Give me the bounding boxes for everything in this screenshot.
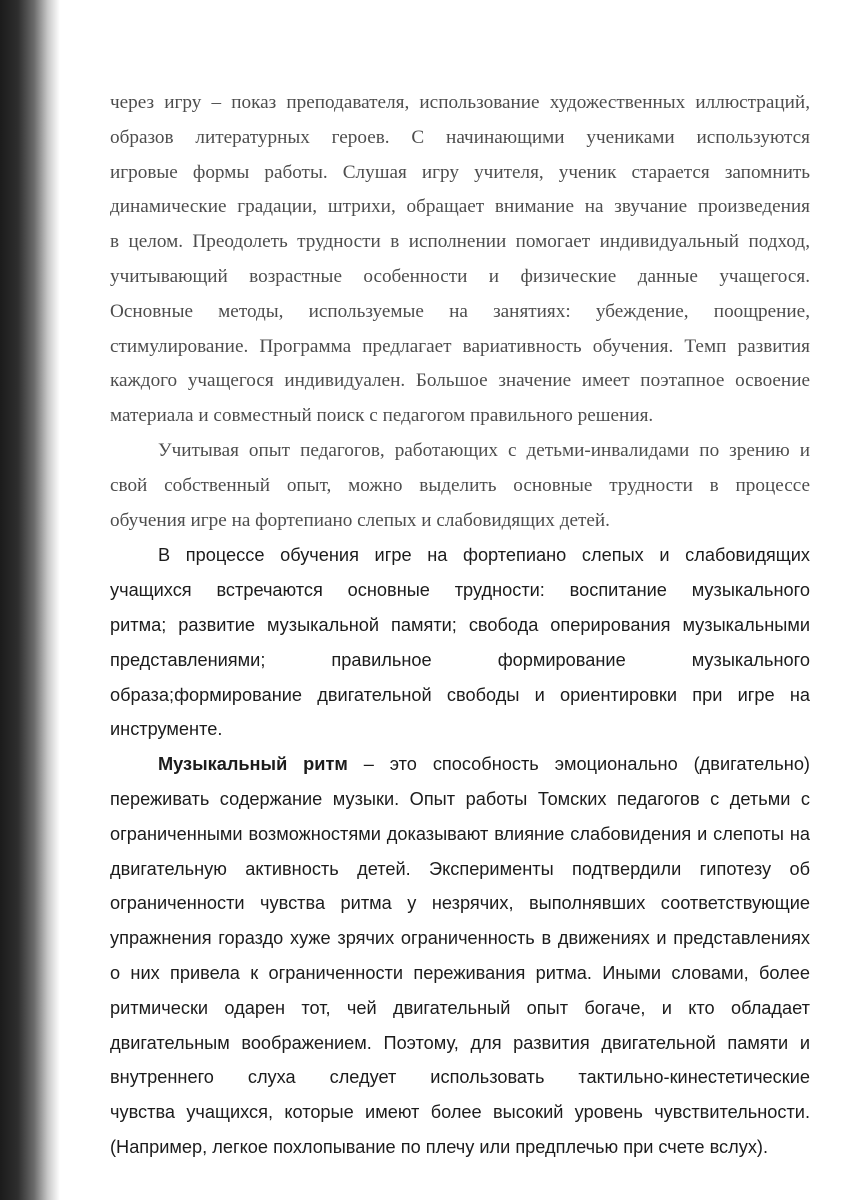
text-line: каждого учащегося индивидуален. Большое значение имеет поэтапное освоение — [110, 370, 810, 392]
text-line: (Например, легкое похлопывание по плечу или предплечью при счете вслух). — [110, 1136, 769, 1157]
text-line: обучения игре на фортепиано слепых и слабовидящих детей. — [110, 509, 610, 531]
term-musical-rhythm: Музыкальный ритм — [158, 754, 348, 775]
text-line: двигательным воображением. Поэтому, для развития двигательной памяти и — [110, 1032, 810, 1053]
paragraph-intro-methods — [110, 86, 810, 434]
text-line: Учитывая опыт педагогов, работающих с детьми-инвалидами по зрению и — [158, 439, 810, 461]
paragraph-musical-rhythm — [110, 747, 810, 1165]
text-line: переживать содержание музыки. Опыт работы Томских педагогов с детьми с — [110, 788, 810, 809]
text-line: учащихся встречаются основные трудности: воспитание музыкального — [110, 580, 810, 601]
definition-line — [110, 747, 810, 782]
text-line: образа;формирование двигательной свободы и ориентировки при игре на — [110, 684, 810, 705]
text-line: через игру – показ преподавателя, использование художественных иллюстраций, — [110, 92, 810, 113]
text-line: внутреннего слуха следует использовать тактильно-кинестетические — [110, 1067, 810, 1088]
text-line: ритма; развитие музыкальной памяти; свобода оперирования музыкальными — [110, 614, 810, 635]
paragraph-teachers-experience — [110, 434, 810, 538]
text-line: игровые формы работы. Слушая игру учителя, ученик старается запомнить — [110, 161, 810, 183]
text-line: чувства учащихся, которые имеют более высокий уровень чувствительности. — [110, 1102, 810, 1123]
text-line: представлениями; правильное формирование музыкального — [110, 649, 810, 670]
text-line: ритмически одарен тот, чей двигательный опыт богаче, и кто обладает — [110, 997, 810, 1018]
text-line: учитывающий возрастные особенности и физические данные учащегося. — [110, 265, 810, 287]
text-line: инструменте. — [110, 719, 223, 740]
definition-text: – это способность эмоционально (двигательно) — [363, 754, 810, 775]
text-line: о них привела к ограниченности переживания ритма. Иными словами, более — [110, 962, 810, 983]
text-line: динамические градации, штрихи, обращает внимание на звучание произведения — [110, 196, 810, 218]
text-line: Основные методы, используемые на занятиях: убеждение, поощрение, — [110, 300, 810, 322]
text-line: двигательную активность детей. Эксперименты подтвердили гипотезу об — [110, 858, 810, 879]
text-line: ограниченными возможностями доказывают влияние слабовидения и слепоты на — [110, 823, 810, 844]
scan-edge-shadow — [0, 0, 60, 1200]
text-line: в целом. Преодолеть трудности в исполнении помогает индивидуальный подход, — [110, 231, 810, 253]
text-line: упражнения гораздо хуже зрячих ограниченность в движениях и представлениях — [110, 928, 810, 949]
text-line: стимулирование. Программа предлагает вариативность обучения. Темп развития — [110, 335, 810, 357]
text-line: материала и совместный поиск с педагогом правильного решения. — [110, 405, 654, 427]
text-line: образов литературных героев. С начинающими учениками используются — [110, 126, 810, 148]
text-line: В процессе обучения игре на фортепиано слепых и слабовидящих — [158, 545, 810, 566]
text-line: ограниченности чувства ритма у незрячих, выполнявших соответствующие — [110, 893, 810, 914]
document-page — [110, 86, 810, 1165]
text-line: свой собственный опыт, можно выделить основные трудности в процессе — [110, 474, 810, 496]
paragraph-main-difficulties — [110, 538, 810, 747]
